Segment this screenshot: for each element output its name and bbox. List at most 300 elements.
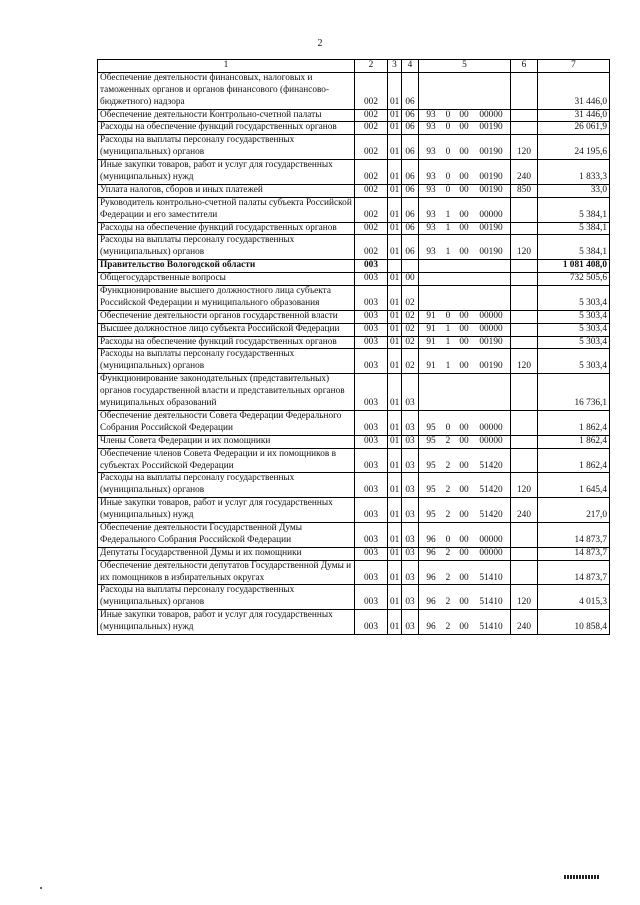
row-expense-type xyxy=(511,72,538,109)
target-direction-code: 51420 xyxy=(479,460,503,471)
target-activity-code: 00 xyxy=(459,109,469,120)
row-amount: 14 873,7 xyxy=(538,547,610,560)
target-activity-code: 00 xyxy=(459,422,469,433)
row-name: Расходы на выплаты персоналу государственных (муниципальных) органов xyxy=(98,349,355,374)
row-expense-type xyxy=(511,547,538,560)
table-row xyxy=(98,610,610,635)
row-target-article xyxy=(419,473,511,498)
row-name: Депутаты Государственной Думы и их помощники xyxy=(98,547,355,560)
target-activity-code: 00 xyxy=(459,534,469,545)
row-admin-code: 002 xyxy=(355,122,388,135)
table-row xyxy=(98,72,610,109)
target-activity-code: 00 xyxy=(459,222,469,233)
target-subprogram-code: 2 xyxy=(445,572,451,583)
row-subsection-code: 06 xyxy=(402,184,419,197)
row-amount: 1 862,4 xyxy=(538,410,610,435)
row-section-code xyxy=(388,260,402,273)
row-name: Расходы на выплаты персоналу государственных (муниципальных) органов xyxy=(98,585,355,610)
target-activity-code: 00 xyxy=(459,547,469,558)
target-program-code: 96 xyxy=(426,572,436,583)
row-name: Обеспечение деятельности депутатов Государственной Думы и их помощников в избирательных округах xyxy=(98,560,355,585)
row-name: Иные закупки товаров, работ и услуг для государственных (муниципальных) нужд xyxy=(98,160,355,185)
row-target-article xyxy=(419,336,511,349)
row-name: Правительство Вологодской области xyxy=(98,260,355,273)
target-program-code: 91 xyxy=(426,336,436,347)
row-subsection-code: 02 xyxy=(402,323,419,336)
row-target-article xyxy=(419,374,511,411)
row-expense-type xyxy=(511,435,538,448)
row-section-code: 01 xyxy=(388,560,402,585)
target-program-code: 95 xyxy=(426,510,436,521)
row-name: Обеспечение членов Совета Федерации и их помощников в субъектах Российской Федерации xyxy=(98,448,355,473)
target-subprogram-code: 2 xyxy=(445,460,451,471)
row-subsection-code: 06 xyxy=(402,122,419,135)
table-row xyxy=(98,323,610,336)
row-admin-code: 003 xyxy=(355,585,388,610)
row-target-article xyxy=(419,260,511,273)
table-row xyxy=(98,273,610,286)
target-direction-code: 00190 xyxy=(479,336,503,347)
target-program-code: 95 xyxy=(426,422,436,433)
target-activity-code: 00 xyxy=(459,597,469,608)
row-name: Обеспечение деятельности Государственной Думы Федерального Собрания Российской Федерации xyxy=(98,522,355,547)
target-direction-code: 00190 xyxy=(479,147,503,158)
row-subsection-code xyxy=(402,260,419,273)
row-name: Иные закупки товаров, работ и услуг для государственных (муниципальных) нужд xyxy=(98,610,355,635)
table-row xyxy=(98,122,610,135)
target-program-code: 91 xyxy=(426,310,436,321)
row-admin-code: 002 xyxy=(355,160,388,185)
row-admin-code: 002 xyxy=(355,197,388,222)
row-admin-code: 002 xyxy=(355,184,388,197)
row-amount: 1 081 408,0 xyxy=(538,260,610,273)
row-section-code: 01 xyxy=(388,235,402,260)
target-direction-code: 00000 xyxy=(479,109,503,120)
row-section-code: 01 xyxy=(388,286,402,311)
target-activity-code: 00 xyxy=(459,323,469,334)
row-name: Обеспечение деятельности Совета Федерации Федерального Собрания Российской Федерации xyxy=(98,410,355,435)
target-direction-code: 00000 xyxy=(479,435,503,446)
row-admin-code: 003 xyxy=(355,336,388,349)
row-admin-code: 002 xyxy=(355,109,388,122)
target-program-code: 96 xyxy=(426,622,436,633)
target-subprogram-code: 0 xyxy=(445,122,451,133)
target-subprogram-code: 0 xyxy=(445,422,451,433)
target-subprogram-code: 2 xyxy=(445,435,451,446)
header-col-6: 6 xyxy=(511,60,538,73)
row-name: Высшее должностное лицо субъекта Российской Федерации xyxy=(98,323,355,336)
row-section-code: 01 xyxy=(388,184,402,197)
page-number: 2 xyxy=(317,38,323,49)
row-expense-type: 120 xyxy=(511,135,538,160)
row-amount: 5 303,4 xyxy=(538,310,610,323)
row-admin-code: 003 xyxy=(355,310,388,323)
row-section-code: 01 xyxy=(388,522,402,547)
row-subsection-code: 00 xyxy=(402,273,419,286)
row-subsection-code: 03 xyxy=(402,448,419,473)
target-direction-code: 00190 xyxy=(479,172,503,183)
row-subsection-code: 06 xyxy=(402,222,419,235)
row-amount: 1 862,4 xyxy=(538,448,610,473)
scan-barcode-mark xyxy=(564,875,600,879)
row-amount: 217,0 xyxy=(538,498,610,523)
row-expense-type xyxy=(511,109,538,122)
target-direction-code: 00000 xyxy=(479,422,503,433)
row-name: Расходы на выплаты персоналу государственных (муниципальных) органов xyxy=(98,235,355,260)
row-section-code: 01 xyxy=(388,72,402,109)
row-subsection-code: 03 xyxy=(402,560,419,585)
budget-table xyxy=(97,59,610,635)
row-subsection-code: 06 xyxy=(402,135,419,160)
row-admin-code: 003 xyxy=(355,349,388,374)
target-activity-code: 00 xyxy=(459,310,469,321)
target-program-code: 93 xyxy=(426,172,436,183)
row-expense-type: 240 xyxy=(511,160,538,185)
row-section-code: 01 xyxy=(388,498,402,523)
target-subprogram-code: 0 xyxy=(445,109,451,120)
row-admin-code: 002 xyxy=(355,135,388,160)
target-program-code: 95 xyxy=(426,485,436,496)
target-subprogram-code: 2 xyxy=(445,622,451,633)
header-col-4: 4 xyxy=(402,60,419,73)
row-expense-type xyxy=(511,323,538,336)
target-direction-code: 51410 xyxy=(479,572,503,583)
row-subsection-code: 06 xyxy=(402,72,419,109)
target-direction-code: 00000 xyxy=(479,547,503,558)
row-section-code: 01 xyxy=(388,448,402,473)
target-activity-code: 00 xyxy=(459,485,469,496)
row-subsection-code: 06 xyxy=(402,160,419,185)
scan-speck xyxy=(40,887,42,889)
table-row xyxy=(98,374,610,411)
row-target-article xyxy=(419,273,511,286)
row-amount: 732 505,6 xyxy=(538,273,610,286)
table-row xyxy=(98,135,610,160)
row-amount: 14 873,7 xyxy=(538,522,610,547)
row-expense-type xyxy=(511,260,538,273)
row-admin-code: 003 xyxy=(355,547,388,560)
target-program-code: 96 xyxy=(426,597,436,608)
table-row xyxy=(98,547,610,560)
row-section-code: 01 xyxy=(388,160,402,185)
row-subsection-code: 02 xyxy=(402,310,419,323)
target-direction-code: 00000 xyxy=(479,310,503,321)
row-subsection-code: 06 xyxy=(402,109,419,122)
target-subprogram-code: 2 xyxy=(445,597,451,608)
table-row xyxy=(98,410,610,435)
row-section-code: 01 xyxy=(388,410,402,435)
row-amount: 24 195,6 xyxy=(538,135,610,160)
header-col-2: 2 xyxy=(355,60,388,73)
row-section-code: 01 xyxy=(388,135,402,160)
row-expense-type xyxy=(511,448,538,473)
target-activity-code: 00 xyxy=(459,572,469,583)
target-direction-code: 51410 xyxy=(479,597,503,608)
target-subprogram-code: 0 xyxy=(445,534,451,545)
row-name: Расходы на обеспечение функций государственных органов xyxy=(98,336,355,349)
table-row xyxy=(98,310,610,323)
header-col-7: 7 xyxy=(538,60,610,73)
row-target-article xyxy=(419,522,511,547)
row-name: Обеспечение деятельности финансовых, налоговых и таможенных органов и органов финансового (финансово-бюджетного) надзора xyxy=(98,72,355,109)
target-program-code: 95 xyxy=(426,460,436,471)
row-section-code: 01 xyxy=(388,109,402,122)
table-row xyxy=(98,222,610,235)
target-subprogram-code: 1 xyxy=(445,247,451,258)
row-expense-type xyxy=(511,122,538,135)
target-program-code: 91 xyxy=(426,361,436,372)
row-expense-type: 240 xyxy=(511,498,538,523)
row-target-article xyxy=(419,448,511,473)
table-row xyxy=(98,235,610,260)
row-subsection-code: 06 xyxy=(402,235,419,260)
row-amount: 5 303,4 xyxy=(538,323,610,336)
row-name: Иные закупки товаров, работ и услуг для государственных (муниципальных) нужд xyxy=(98,498,355,523)
row-section-code: 01 xyxy=(388,222,402,235)
row-expense-type xyxy=(511,273,538,286)
target-subprogram-code: 2 xyxy=(445,485,451,496)
table-body xyxy=(98,72,610,634)
row-expense-type xyxy=(511,222,538,235)
target-program-code: 93 xyxy=(426,209,436,220)
header-col-5: 5 xyxy=(419,60,511,73)
target-direction-code: 51410 xyxy=(479,622,503,633)
row-target-article xyxy=(419,160,511,185)
row-expense-type xyxy=(511,410,538,435)
row-name: Уплата налогов, сборов и иных платежей xyxy=(98,184,355,197)
row-amount: 16 736,1 xyxy=(538,374,610,411)
row-subsection-code: 03 xyxy=(402,473,419,498)
row-name: Расходы на выплаты персоналу государственных (муниципальных) органов xyxy=(98,473,355,498)
target-activity-code: 00 xyxy=(459,510,469,521)
target-activity-code: 00 xyxy=(459,460,469,471)
target-activity-code: 00 xyxy=(459,336,469,347)
row-subsection-code: 03 xyxy=(402,547,419,560)
row-target-article xyxy=(419,560,511,585)
target-program-code: 93 xyxy=(426,147,436,158)
row-admin-code: 003 xyxy=(355,410,388,435)
target-program-code: 91 xyxy=(426,323,436,334)
row-expense-type xyxy=(511,522,538,547)
row-amount: 33,0 xyxy=(538,184,610,197)
row-amount: 1 862,4 xyxy=(538,435,610,448)
row-subsection-code: 03 xyxy=(402,585,419,610)
target-activity-code: 00 xyxy=(459,247,469,258)
row-admin-code: 003 xyxy=(355,560,388,585)
target-subprogram-code: 2 xyxy=(445,547,451,558)
row-section-code: 01 xyxy=(388,585,402,610)
row-target-article xyxy=(419,72,511,109)
target-direction-code: 00000 xyxy=(479,323,503,334)
row-amount: 5 303,4 xyxy=(538,349,610,374)
target-subprogram-code: 0 xyxy=(445,172,451,183)
row-target-article xyxy=(419,122,511,135)
row-subsection-code: 03 xyxy=(402,435,419,448)
row-target-article xyxy=(419,435,511,448)
row-amount: 1 833,3 xyxy=(538,160,610,185)
row-section-code: 01 xyxy=(388,349,402,374)
row-target-article xyxy=(419,222,511,235)
row-admin-code: 003 xyxy=(355,522,388,547)
row-subsection-code: 03 xyxy=(402,374,419,411)
row-admin-code: 003 xyxy=(355,286,388,311)
row-amount: 5 384,1 xyxy=(538,222,610,235)
row-name: Расходы на обеспечение функций государственных органов xyxy=(98,122,355,135)
row-section-code: 01 xyxy=(388,610,402,635)
row-target-article xyxy=(419,547,511,560)
row-target-article xyxy=(419,109,511,122)
row-name: Расходы на обеспечение функций государственных органов xyxy=(98,222,355,235)
row-amount: 31 446,0 xyxy=(538,72,610,109)
target-activity-code: 00 xyxy=(459,184,469,195)
target-direction-code: 00190 xyxy=(479,361,503,372)
table-row xyxy=(98,585,610,610)
target-activity-code: 00 xyxy=(459,147,469,158)
table-row xyxy=(98,522,610,547)
header-col-1: 1 xyxy=(98,60,355,73)
target-subprogram-code: 0 xyxy=(445,184,451,195)
table-row xyxy=(98,349,610,374)
row-admin-code: 003 xyxy=(355,260,388,273)
row-subsection-code: 03 xyxy=(402,410,419,435)
row-section-code: 01 xyxy=(388,197,402,222)
row-amount: 4 015,3 xyxy=(538,585,610,610)
table-row xyxy=(98,184,610,197)
target-program-code: 93 xyxy=(426,109,436,120)
target-activity-code: 00 xyxy=(459,209,469,220)
row-admin-code: 003 xyxy=(355,323,388,336)
row-target-article xyxy=(419,286,511,311)
row-target-article xyxy=(419,135,511,160)
target-subprogram-code: 2 xyxy=(445,510,451,521)
table-row xyxy=(98,448,610,473)
table-row xyxy=(98,260,610,273)
row-target-article xyxy=(419,184,511,197)
target-subprogram-code: 1 xyxy=(445,209,451,220)
target-activity-code: 00 xyxy=(459,435,469,446)
table-row xyxy=(98,109,610,122)
row-section-code: 01 xyxy=(388,473,402,498)
target-program-code: 93 xyxy=(426,222,436,233)
row-section-code: 01 xyxy=(388,547,402,560)
row-name: Члены Совета Федерации и их помощники xyxy=(98,435,355,448)
table-row xyxy=(98,498,610,523)
row-name: Обеспечение деятельности органов государственной власти xyxy=(98,310,355,323)
row-admin-code: 003 xyxy=(355,273,388,286)
row-expense-type xyxy=(511,374,538,411)
target-program-code: 95 xyxy=(426,435,436,446)
target-program-code: 93 xyxy=(426,122,436,133)
table-row xyxy=(98,435,610,448)
row-section-code: 01 xyxy=(388,374,402,411)
row-amount: 5 303,4 xyxy=(538,286,610,311)
target-subprogram-code: 0 xyxy=(445,310,451,321)
row-expense-type: 120 xyxy=(511,473,538,498)
table-row xyxy=(98,473,610,498)
target-direction-code: 00190 xyxy=(479,122,503,133)
row-subsection-code: 03 xyxy=(402,522,419,547)
row-name: Руководитель контрольно-счетной палаты субъекта Российской Федерации и его заместители xyxy=(98,197,355,222)
target-program-code: 96 xyxy=(426,547,436,558)
table-row xyxy=(98,336,610,349)
row-expense-type xyxy=(511,310,538,323)
row-section-code: 01 xyxy=(388,323,402,336)
header-col-3: 3 xyxy=(388,60,402,73)
row-admin-code: 003 xyxy=(355,473,388,498)
row-admin-code: 003 xyxy=(355,435,388,448)
row-section-code: 01 xyxy=(388,310,402,323)
table-row xyxy=(98,197,610,222)
target-direction-code: 00190 xyxy=(479,247,503,258)
header-row xyxy=(98,60,610,73)
row-expense-type: 120 xyxy=(511,585,538,610)
row-subsection-code: 06 xyxy=(402,197,419,222)
target-subprogram-code: 1 xyxy=(445,361,451,372)
row-target-article xyxy=(419,310,511,323)
row-subsection-code: 02 xyxy=(402,349,419,374)
target-direction-code: 51420 xyxy=(479,510,503,521)
row-amount: 5 303,4 xyxy=(538,336,610,349)
target-activity-code: 00 xyxy=(459,622,469,633)
row-subsection-code: 02 xyxy=(402,286,419,311)
row-amount: 5 384,1 xyxy=(538,197,610,222)
target-subprogram-code: 0 xyxy=(445,147,451,158)
row-target-article xyxy=(419,585,511,610)
row-expense-type xyxy=(511,560,538,585)
row-expense-type: 120 xyxy=(511,349,538,374)
row-admin-code: 002 xyxy=(355,222,388,235)
target-direction-code: 00190 xyxy=(479,222,503,233)
row-expense-type xyxy=(511,286,538,311)
row-name: Расходы на выплаты персоналу государственных (муниципальных) органов xyxy=(98,135,355,160)
row-admin-code: 003 xyxy=(355,498,388,523)
row-admin-code: 003 xyxy=(355,610,388,635)
row-name: Функционирование законодательных (представительных) органов государственной власти и представительных органов муниципальных образований xyxy=(98,374,355,411)
row-target-article xyxy=(419,323,511,336)
row-expense-type: 120 xyxy=(511,235,538,260)
row-subsection-code: 03 xyxy=(402,498,419,523)
row-expense-type: 240 xyxy=(511,610,538,635)
row-amount: 26 061,9 xyxy=(538,122,610,135)
target-subprogram-code: 1 xyxy=(445,323,451,334)
row-admin-code: 003 xyxy=(355,374,388,411)
row-subsection-code: 02 xyxy=(402,336,419,349)
row-target-article xyxy=(419,498,511,523)
row-section-code: 01 xyxy=(388,336,402,349)
row-expense-type xyxy=(511,197,538,222)
row-target-article xyxy=(419,610,511,635)
table-row xyxy=(98,160,610,185)
target-direction-code: 00000 xyxy=(479,209,503,220)
row-name: Функционирование высшего должностного лица субъекта Российской Федерации и муниципального образования xyxy=(98,286,355,311)
row-admin-code: 003 xyxy=(355,448,388,473)
table-row xyxy=(98,560,610,585)
row-amount: 5 384,1 xyxy=(538,235,610,260)
row-amount: 10 858,4 xyxy=(538,610,610,635)
target-activity-code: 00 xyxy=(459,122,469,133)
row-amount: 1 645,4 xyxy=(538,473,610,498)
row-section-code: 01 xyxy=(388,435,402,448)
target-program-code: 96 xyxy=(426,534,436,545)
target-direction-code: 00190 xyxy=(479,184,503,195)
row-target-article xyxy=(419,410,511,435)
row-amount: 14 873,7 xyxy=(538,560,610,585)
table-row xyxy=(98,286,610,311)
row-target-article xyxy=(419,235,511,260)
target-subprogram-code: 1 xyxy=(445,336,451,347)
target-direction-code: 51420 xyxy=(479,485,503,496)
target-direction-code: 00000 xyxy=(479,534,503,545)
